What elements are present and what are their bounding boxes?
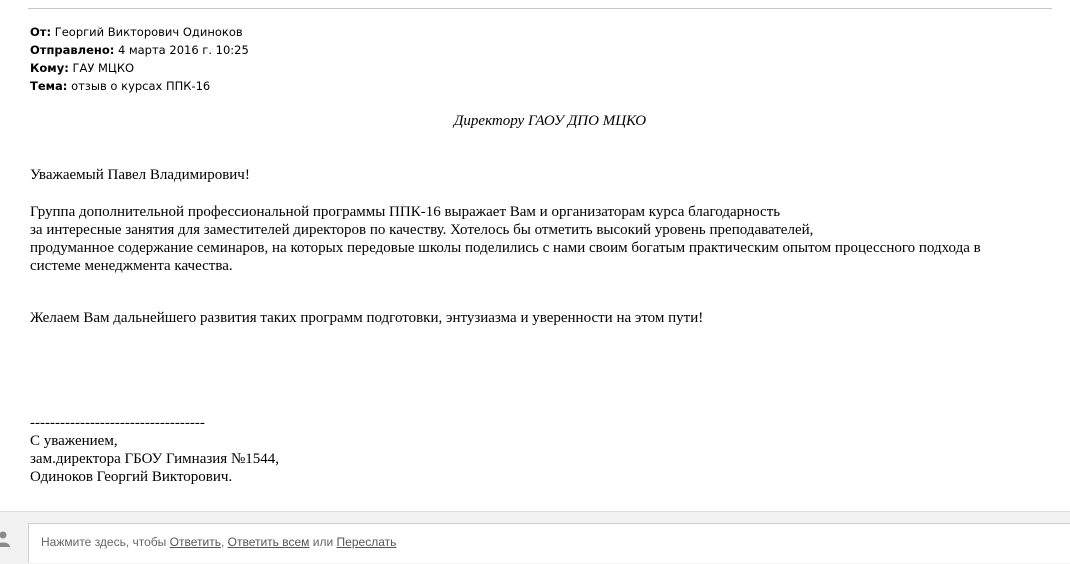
signature-closing: С уважением, xyxy=(30,433,118,449)
signature-separator: ----------------------------------- xyxy=(30,415,205,431)
wishes-line: Желаем Вам дальнейшего развития таких программ подготовки, энтузиазма и уверенности на этом пути! xyxy=(30,310,704,326)
quick-reply-box[interactable] xyxy=(28,523,1070,563)
signature-name: Одиноков Георгий Викторович. xyxy=(30,469,233,485)
reply-or: или xyxy=(312,535,334,549)
subject-row xyxy=(30,77,249,95)
subject-value: отзыв о курсах ППК-16 xyxy=(71,79,211,93)
paragraph-line: Группа дополнительной профессиональной программы ППК-16 выражает Вам и организаторам курса благодарность xyxy=(30,204,781,220)
greeting: Уважаемый Павел Владимирович! xyxy=(30,167,250,183)
to-row xyxy=(30,59,249,77)
reply-prompt: Нажмите здесь, чтобы xyxy=(41,535,167,549)
from-label: От: xyxy=(30,25,52,39)
to-label: Кому: xyxy=(30,61,69,75)
paragraph-line: за интересные занятия для заместителей директоров по качеству. Хотелось бы отметить высокий уровень преподавателей, xyxy=(30,222,814,238)
sent-row xyxy=(30,41,249,59)
from-row xyxy=(30,23,249,41)
forward-link[interactable]: Переслать xyxy=(336,535,397,549)
sent-label: Отправлено: xyxy=(30,43,115,57)
subject-label: Тема: xyxy=(30,79,68,93)
reply-all-link[interactable]: Ответить всем xyxy=(227,535,310,549)
signature-position: зам.директора ГБОУ Гимназия №1544, xyxy=(30,451,280,467)
reply-comma: , xyxy=(220,535,225,549)
recipient-line: Директору ГАОУ ДПО МЦКО xyxy=(453,113,647,129)
paragraph-line: продуманное содержание семинаров, на которых передовые школы поделились с нами своим богатым практическим опытом процессного подхода в xyxy=(30,240,981,256)
message-header xyxy=(30,23,249,95)
reply-link[interactable]: Ответить xyxy=(169,535,221,549)
top-divider xyxy=(28,8,1052,9)
person-icon xyxy=(0,530,10,548)
message-paragraph xyxy=(30,203,1065,275)
paragraph-line: системе менеджмента качества. xyxy=(30,258,233,274)
sent-value: 4 марта 2016 г. 10:25 xyxy=(117,43,249,57)
from-value: Георгий Викторович Одиноков xyxy=(54,25,243,39)
signature-block xyxy=(30,414,279,486)
to-value: ГАУ МЦКО xyxy=(72,61,135,75)
